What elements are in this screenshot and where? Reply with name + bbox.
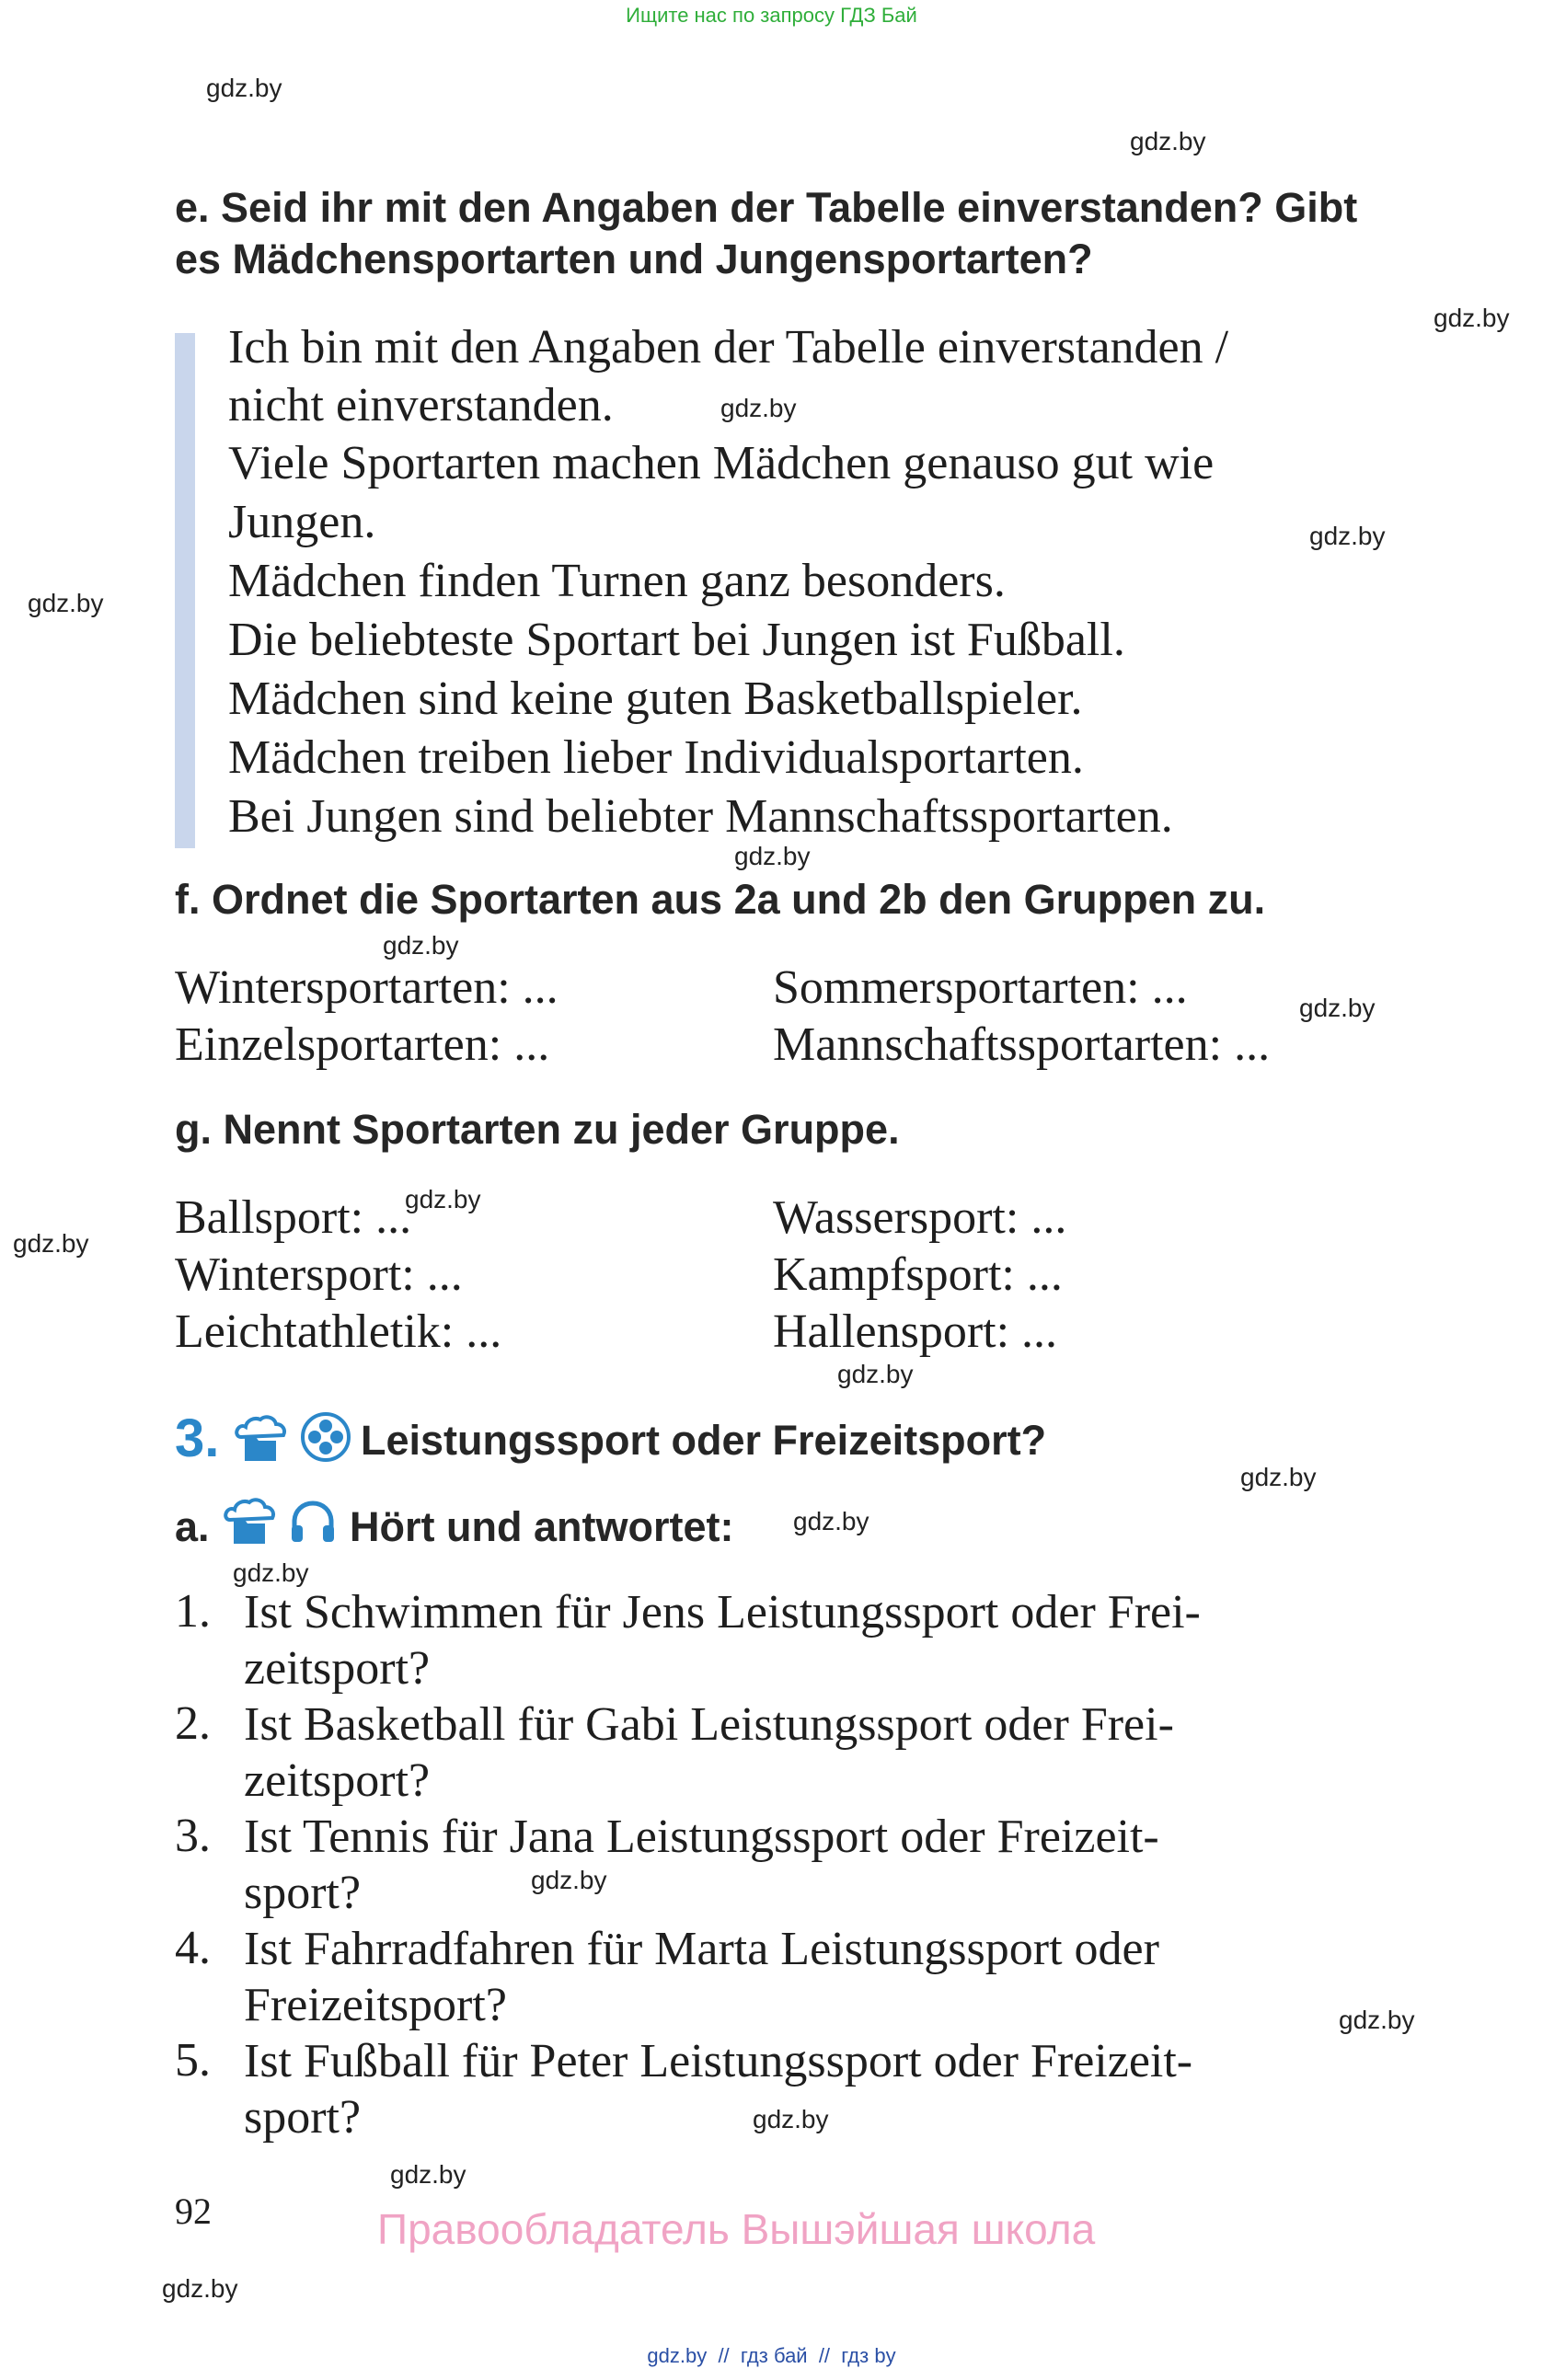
question-line: Ist Fußball für Peter Leistungssport oder Freizeit- (244, 2035, 1193, 2087)
question-line: Ist Fahrradfahren für Marta Leistungssport oder (244, 1923, 1159, 1975)
task-number: 3. (175, 1408, 220, 1468)
group-cell: Wintersportarten: ... (175, 961, 558, 1014)
watermark: gdz.by (162, 2274, 238, 2303)
group-cell: Wassersport: ... (773, 1191, 1067, 1244)
question-number: 5. (175, 2034, 211, 2087)
group-cell: Einzelsportarten: ... (175, 1018, 550, 1071)
question-line: sport? (244, 2091, 362, 2144)
watermark: gdz.by (837, 1360, 914, 1388)
watermark: gdz.by (13, 1229, 89, 1258)
watermark: gdz.by (720, 394, 797, 422)
watermark: gdz.by (1299, 994, 1376, 1022)
phrase: Mädchen sind keine guten Basketballspieler. (228, 673, 1083, 725)
phrase: Jungen. (228, 496, 376, 548)
group-cell: Mannschaftssportarten: ... (773, 1018, 1271, 1071)
task-e-title-line2: es Mädchensportarten und Jungensportarten? (175, 236, 1093, 282)
top-banner[interactable]: Ищите нас по запросу ГДЗ Бай (626, 4, 917, 27)
question-number: 2. (175, 1697, 211, 1750)
group-cell: Hallensport: ... (773, 1305, 1058, 1358)
watermark: gdz.by (206, 74, 282, 102)
watermark: gdz.by (233, 1558, 309, 1587)
task-3-title: Leistungssport oder Freizeitsport? (361, 1417, 1047, 1464)
watermark: gdz.by (1240, 1463, 1317, 1491)
watermark: gdz.by (1309, 522, 1386, 550)
watermark: gdz.by (734, 842, 811, 870)
question-line: sport? (244, 1867, 362, 1919)
watermark: gdz.by (753, 2105, 829, 2133)
group-cell: Ballsport: ... (175, 1191, 412, 1244)
question-number: 1. (175, 1585, 211, 1638)
watermark: gdz.by (405, 1185, 481, 1213)
copyright: Правообладатель Вышэйшая школа (377, 2205, 1096, 2253)
question-line: zeitsport? (244, 1642, 431, 1695)
phrase: Bei Jungen sind beliebter Mannschaftssportarten. (228, 790, 1173, 843)
task-g-title: g. Nennt Sportarten zu jeder Gruppe. (175, 1106, 900, 1153)
group-cell: Sommersportarten: ... (773, 961, 1188, 1014)
question-line: zeitsport? (244, 1754, 431, 1807)
task-e-title-line1: e. Seid ihr mit den Angaben der Tabelle einverstanden? Gibt (175, 184, 1358, 231)
group-cell: Kampfsport: ... (773, 1248, 1063, 1301)
question-line: Ist Tennis für Jana Leistungssport oder Freizeit- (244, 1811, 1159, 1863)
watermark: gdz.by (793, 1507, 869, 1535)
page-number: 92 (175, 2190, 212, 2232)
folder-cloud-icon (232, 1413, 289, 1469)
question-number: 4. (175, 1922, 211, 1974)
watermark: gdz.by (1434, 304, 1510, 332)
group-cell: Wintersport: ... (175, 1248, 463, 1301)
question-number: 3. (175, 1810, 211, 1862)
folder-cloud-icon (221, 1496, 278, 1552)
watermark: gdz.by (1339, 2006, 1415, 2034)
headphones-icon (289, 1498, 337, 1550)
watermark: gdz.by (531, 1866, 607, 1894)
phrase: Ich bin mit den Angaben der Tabelle einverstanden / (228, 321, 1229, 374)
question-line: Ist Schwimmen für Jens Leistungssport oder Frei- (244, 1586, 1201, 1638)
question-line: Freizeitsport? (244, 1979, 507, 2031)
group-cell: Leichtathletik: ... (175, 1305, 502, 1358)
phrase: nicht einverstanden. (228, 379, 614, 431)
task-f-title: f. Ordnet die Sportarten aus 2a und 2b den Gruppen zu. (175, 876, 1266, 923)
question-line: Ist Basketball für Gabi Leistungssport oder Frei- (244, 1698, 1174, 1751)
footer-links[interactable]: gdz.by // гдз бай // гдз by (647, 2344, 896, 2367)
watermark: gdz.by (1130, 127, 1206, 155)
watermark: gdz.by (28, 589, 104, 617)
watermark: gdz.by (383, 931, 459, 960)
watermark: gdz.by (390, 2160, 466, 2189)
quote-bar (175, 333, 195, 848)
phrase: Mädchen treiben lieber Individualsportarten. (228, 731, 1084, 784)
phrase: Die beliebteste Sportart bei Jungen ist Fußball. (228, 614, 1125, 666)
phrase: Viele Sportarten machen Mädchen genauso gut wie (228, 437, 1215, 489)
subtask-a-label: a. (175, 1503, 210, 1550)
flower-icon (300, 1411, 351, 1467)
phrase: Mädchen finden Turnen ganz besonders. (228, 555, 1006, 607)
subtask-a-title: Hört und antwortet: (350, 1503, 734, 1550)
